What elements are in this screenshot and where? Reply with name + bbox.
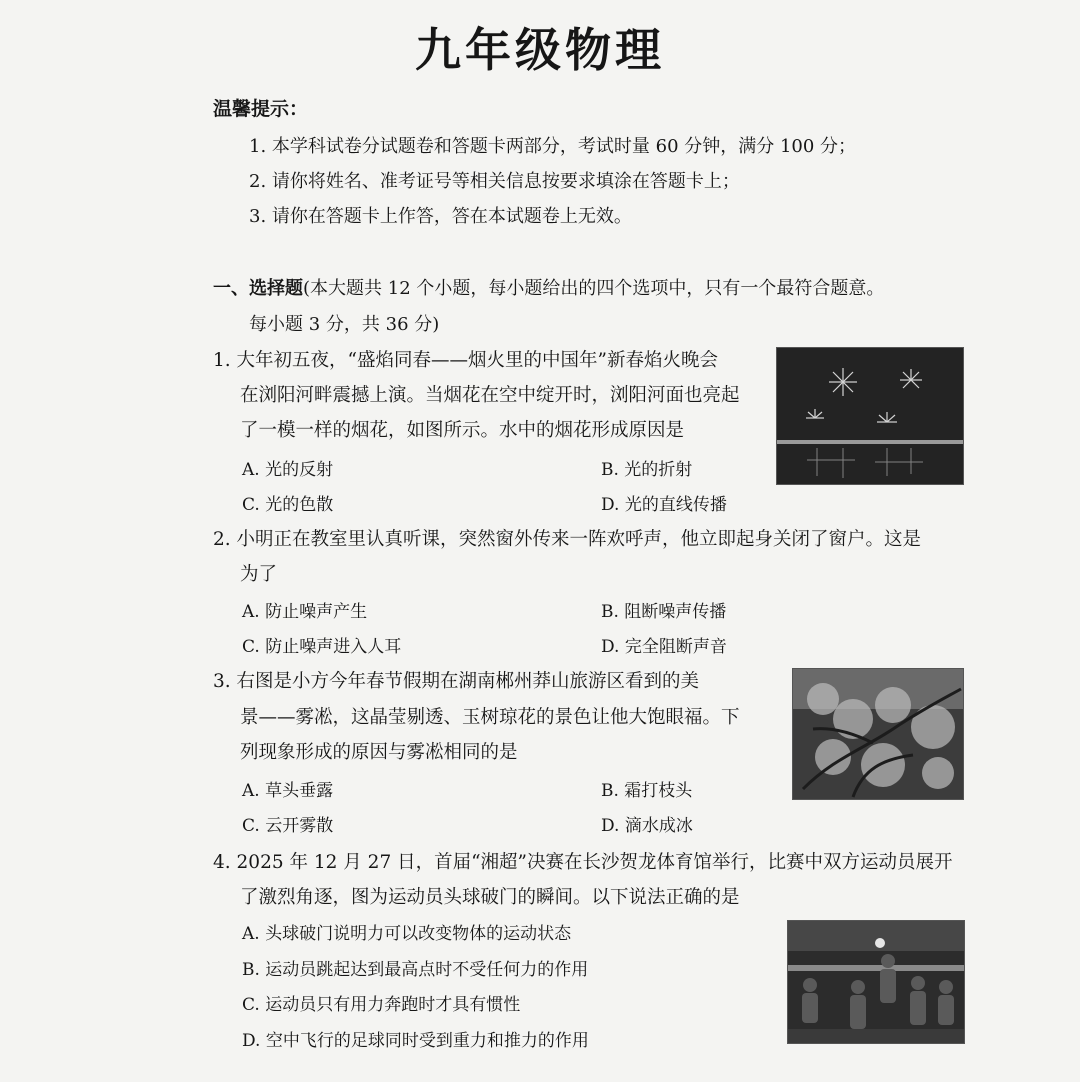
question-1-option-a: A. 光的反射 bbox=[242, 460, 334, 480]
section-label: 一、选择题 bbox=[213, 278, 303, 299]
question-4-option-b: B. 运动员跳起达到最高点时不受任何力的作用 bbox=[242, 960, 589, 980]
question-4-line-1: 4. 2025 年 12 月 27 日，首届“湘超”决赛在长沙贺龙体育馆举行，比赛中双方运动员展开 bbox=[213, 852, 953, 873]
rime-illustration bbox=[793, 669, 963, 799]
exam-title: 九年级物理 bbox=[415, 23, 665, 77]
question-3-option-c: C. 云开雾散 bbox=[242, 816, 334, 836]
tip-item-1: 1. 本学科试卷分试题卷和答题卡两部分，考试时量 60 分钟，满分 100 分； bbox=[249, 136, 857, 157]
question-2-option-c: C. 防止噪声进入人耳 bbox=[242, 637, 402, 657]
question-1-option-b: B. 光的折射 bbox=[601, 460, 693, 480]
question-2-option-b: B. 阻断噪声传播 bbox=[601, 602, 727, 622]
question-3-option-d: D. 滴水成冰 bbox=[601, 816, 693, 836]
question-1-line-3: 了一模一样的烟花，如图所示。水中的烟花形成原因是 bbox=[240, 420, 685, 441]
question-2-option-a: A. 防止噪声产生 bbox=[242, 602, 368, 622]
question-2-line-2: 为了 bbox=[240, 564, 278, 585]
question-3-option-b: B. 霜打枝头 bbox=[601, 781, 693, 801]
fireworks-photo bbox=[776, 347, 964, 485]
question-1-option-c: C. 光的色散 bbox=[242, 495, 334, 515]
question-1-line-2: 在浏阳河畔震撼上演。当烟花在空中绽开时，浏阳河面也亮起 bbox=[240, 385, 740, 406]
question-3-option-a: A. 草头垂露 bbox=[242, 781, 334, 801]
question-3-line-3: 列现象形成的原因与雾凇相同的是 bbox=[240, 742, 518, 763]
soccer-photo bbox=[787, 920, 965, 1044]
fireworks-illustration bbox=[777, 348, 963, 484]
question-4-option-d: D. 空中飞行的足球同时受到重力和推力的作用 bbox=[242, 1031, 589, 1051]
question-1-line-1: 1. 大年初五夜，“盛焰同春——烟火里的中国年”新春焰火晚会 bbox=[213, 350, 718, 371]
soccer-illustration bbox=[788, 921, 964, 1043]
question-4-option-a: A. 头球破门说明力可以改变物体的运动状态 bbox=[242, 924, 572, 944]
question-1-option-d: D. 光的直线传播 bbox=[601, 495, 727, 515]
section-note: (本大题共 12 个小题，每小题给出的四个选项中，只有一个最符合题意。 bbox=[303, 278, 885, 299]
tip-item-3: 3. 请你在答题卡上作答，答在本试题卷上无效。 bbox=[249, 206, 632, 227]
question-4-line-2: 了激烈角逐，图为运动员头球破门的瞬间。以下说法正确的是 bbox=[240, 887, 740, 908]
question-2-line-1: 2. 小明正在教室里认真听课，突然窗外传来一阵欢呼声，他立即起身关闭了窗户。这是 bbox=[213, 529, 922, 550]
tips-heading: 温馨提示： bbox=[213, 98, 309, 120]
rime-photo bbox=[792, 668, 964, 800]
question-4-option-c: C. 运动员只有用力奔跑时才具有惯性 bbox=[242, 995, 521, 1015]
section-note-line2: 每小题 3 分，共 36 分) bbox=[249, 314, 440, 335]
section-header bbox=[213, 274, 884, 300]
question-2-option-d: D. 完全阻断声音 bbox=[601, 637, 727, 657]
question-3-line-2: 景——雾凇，这晶莹剔透、玉树琼花的景色让他大饱眼福。下 bbox=[240, 707, 740, 728]
tip-item-2: 2. 请你将姓名、准考证号等相关信息按要求填涂在答题卡上； bbox=[249, 171, 740, 192]
question-3-line-1: 3. 右图是小方今年春节假期在湖南郴州莽山旅游区看到的美 bbox=[213, 671, 700, 692]
